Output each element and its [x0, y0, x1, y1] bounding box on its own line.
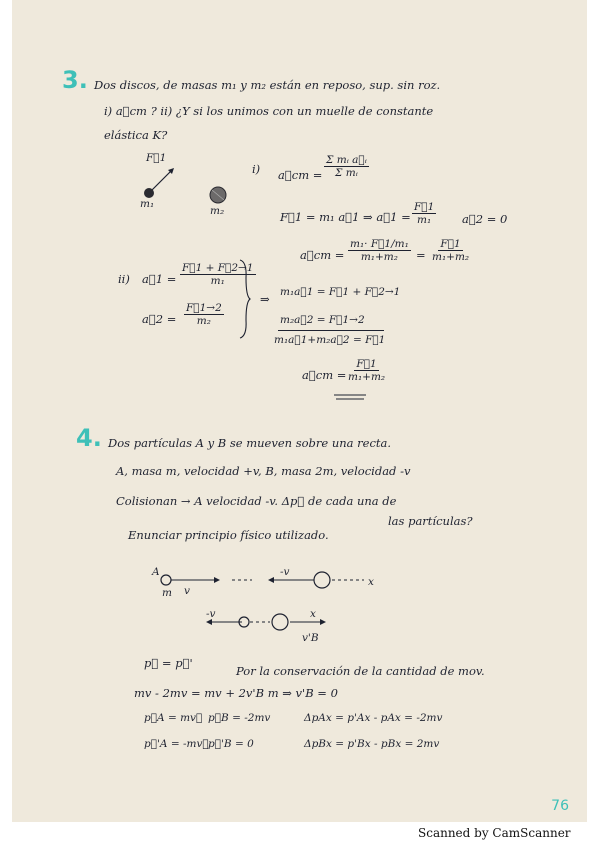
acm2-equals: =: [416, 248, 426, 262]
row1-delta-pa: ΔpAx = p'Ax - pAx = -2mv: [304, 712, 443, 724]
row2-pb-prime: p⃗'B = 0: [208, 738, 254, 750]
ii-a2-numerator: F⃗1→2: [186, 302, 222, 314]
ii-result-line-3: m₁a⃗1+m₂a⃗2 = F⃗1: [274, 334, 386, 346]
fig-label-minus-v: -v: [280, 566, 290, 578]
acm2-lhs: a⃗cm =: [300, 248, 345, 262]
ii-brace: [238, 258, 252, 340]
ii-a1-denominator: m₁: [210, 275, 225, 287]
acm2-result-numerator: F⃗1: [440, 238, 461, 250]
notebook-page: [12, 0, 587, 822]
newton-equation: F⃗1 = m₁ a⃗1 ⇒ a⃗1 =: [280, 210, 411, 224]
ii-implies: ⇒: [260, 292, 270, 306]
fig-label-x1: x: [368, 576, 374, 588]
ii-a2-lhs: a⃗2 =: [142, 312, 177, 326]
ii-sum-line: [278, 330, 384, 331]
fig-label-v: v: [184, 585, 190, 597]
force-arrow-line: [152, 170, 172, 190]
problem-3-number: 3.: [62, 66, 88, 94]
fig-m1-label: m₁: [140, 198, 155, 210]
particle-b-before: [314, 572, 330, 588]
fig-label-m: m: [162, 587, 172, 599]
ii-a1-lhs: a⃗1 =: [142, 272, 177, 286]
acm2-denominator: m₁+m₂: [360, 251, 398, 263]
particle-a-before: [161, 575, 171, 585]
acm2-fraction: [348, 238, 411, 263]
ii-final-fraction: [346, 358, 387, 383]
conservation-principle: Por la conservación de la cantidad de mov.: [236, 664, 485, 678]
problem-3-statement-line-2: i) a⃗cm ? ii) ¿Y si los unimos con un muelle de constante: [104, 104, 434, 118]
momentum-equality: p⃗ = p⃗': [144, 656, 193, 670]
row2-pa-prime: p⃗'A = -mv⃗: [144, 738, 209, 750]
acm-fraction: [324, 154, 369, 179]
ii-result-line-1: m₁a⃗1 = F⃗1 + F⃗2→1: [280, 286, 401, 298]
acm-numerator: Σ mᵢ a⃗ᵢ: [326, 154, 367, 166]
row1-pb: p⃗B = -2mv: [208, 712, 271, 724]
momentum-equation: mv - 2mv = mv + 2v'B m ⇒ v'B = 0: [134, 686, 338, 700]
a1-numerator: F⃗1: [414, 201, 435, 213]
fig-m2-label: m₂: [210, 205, 225, 217]
fig-label-vb: v'B: [302, 632, 319, 644]
ii-final-numerator: F⃗1: [356, 358, 377, 370]
page-number: 76: [551, 798, 569, 814]
fig-force-label: F⃗1: [146, 152, 167, 164]
fig-label-minus-v2: -v: [206, 608, 216, 620]
part-ii-label: ii): [118, 272, 130, 286]
problem-4-statement-line-2: A, masa m, velocidad +v, B, masa 2m, velocidad -v: [116, 464, 411, 478]
problem-4-statement-line-3: Colisionan → A velocidad -v. Δp⃗ de cada una de: [116, 494, 397, 508]
acm2-result-denominator: m₁+m₂: [432, 251, 470, 263]
ii-final-lhs: a⃗cm =: [302, 368, 347, 382]
acm2-result-fraction: [430, 238, 471, 263]
fig-label-x2: x: [310, 608, 316, 620]
a1-fraction: [412, 201, 436, 226]
velocity-a-head: [214, 577, 220, 583]
velocity-b-after-head: [320, 619, 326, 625]
fig-label-a: A: [152, 566, 160, 578]
acm-denominator: Σ mᵢ: [335, 167, 358, 179]
acm2-numerator: m₁· F⃗1/m₁: [350, 238, 409, 250]
acm-lhs: a⃗cm =: [278, 168, 323, 182]
problem-4-statement-line-5: Enunciar principio físico utilizado.: [128, 528, 329, 542]
row1-pa: p⃗A = mv⃗: [144, 712, 203, 724]
a1-denominator: m₁: [417, 214, 432, 226]
ii-a1-numerator: F⃗1 + F⃗2→1: [182, 262, 254, 274]
disc-m1: [144, 188, 154, 198]
velocity-b-head: [268, 577, 274, 583]
a2-zero: a⃗2 = 0: [462, 212, 508, 226]
problem-4-statement-line-4: las partículas?: [388, 514, 473, 528]
ii-a2-denominator: m₂: [196, 315, 211, 327]
problem-4-number: 4.: [76, 424, 102, 452]
problem-4-statement-line-1: Dos partículas A y B se mueven sobre una recta.: [108, 436, 392, 450]
problem-3-statement-line-1: Dos discos, de masas m₁ y m₂ están en reposo, sup. sin roz.: [94, 78, 441, 92]
row2-delta-pb: ΔpBx = p'Bx - pBx = 2mv: [304, 738, 440, 750]
ii-final-denominator: m₁+m₂: [348, 371, 386, 383]
ii-a2-fraction: [184, 302, 224, 327]
particle-b-after: [272, 614, 288, 630]
ii-result-line-2: m₂a⃗2 = F⃗1→2: [280, 314, 365, 326]
result-underline: [332, 392, 372, 402]
part-i-label: i): [252, 162, 261, 176]
scanner-footer: Scanned by CamScanner: [418, 826, 571, 840]
problem-3-statement-line-3: elástica K?: [104, 128, 168, 142]
